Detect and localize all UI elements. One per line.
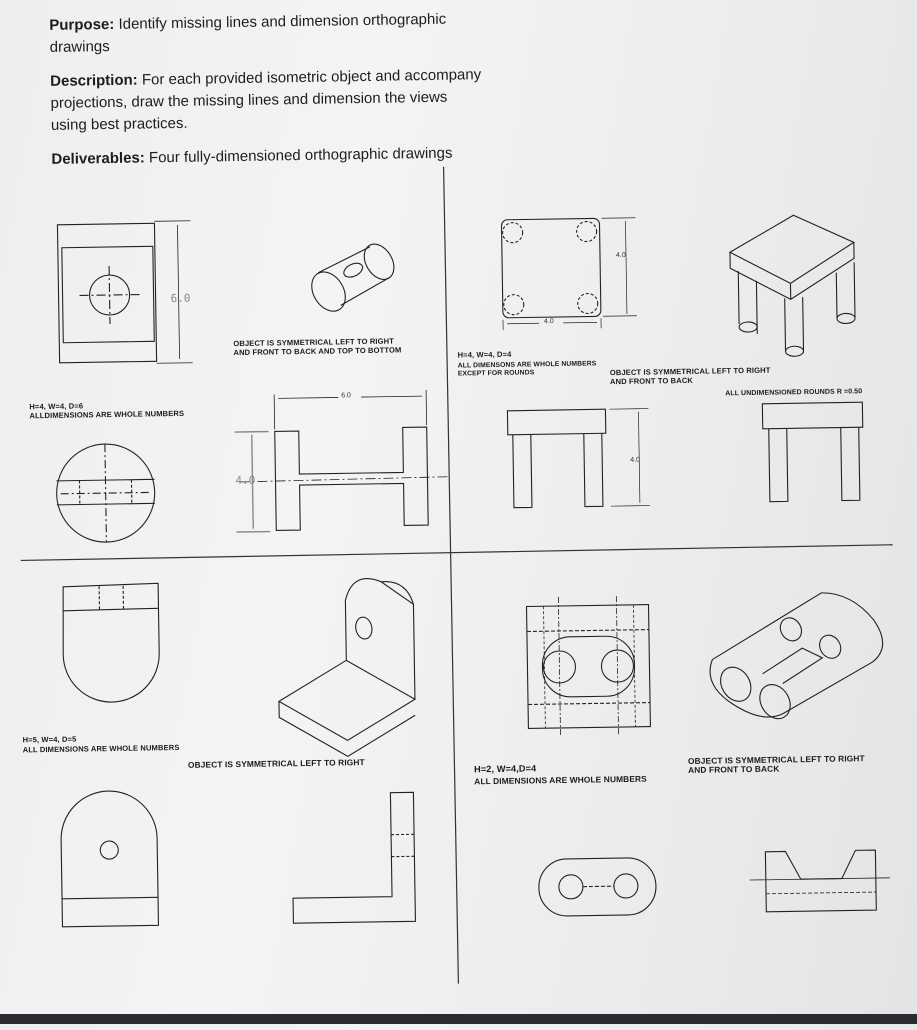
- q4-front-view: [538, 858, 656, 917]
- q1-dim-top: 6.0: [341, 392, 351, 399]
- q1-dims-note: ALLDIMENSIONS ARE WHOLE NUMBERS: [29, 410, 184, 421]
- q4-symmetry-note: OBJECT IS SYMMETRICAL LEFT TO RIGHT AND FRONT TO BACK: [688, 754, 865, 776]
- photo-edge-shadow: [0, 1014, 917, 1024]
- vertical-divider: [444, 167, 459, 984]
- q2-symmetry-note: OBJECT IS SYMMETRICAL LEFT TO RIGHT AND FRONT TO BACK: [610, 367, 771, 387]
- q1-top-view: [56, 443, 156, 543]
- q2-dim-side: 4.0: [630, 457, 640, 464]
- q4-dims: H=2, W=4,D=4: [474, 763, 536, 774]
- purpose-label: Purpose:: [49, 16, 114, 34]
- q1-hand-4: 4.0: [235, 474, 255, 487]
- q3-symmetry-note: OBJECT IS SYMMETRICAL LEFT TO RIGHT: [188, 758, 365, 770]
- description-label: Description:: [50, 72, 138, 90]
- q1-dims: H=4, W=4, D=6: [29, 402, 83, 411]
- deliverables-label: Deliverables:: [51, 149, 145, 167]
- q2-dims: H=4, W=4, D=4: [457, 351, 511, 360]
- q3-top-view: [62, 583, 160, 702]
- q2-front-view: [507, 409, 650, 508]
- q2-dim-right: 4.0: [616, 252, 626, 259]
- q2-dim-bottom: 4.0: [544, 318, 554, 325]
- q3-side-view: [291, 792, 415, 923]
- q2-side-view: [762, 402, 864, 502]
- q1-isometric-object: [304, 238, 400, 317]
- purpose-text: Identify missing lines and dimension orthographic: [114, 11, 446, 33]
- q4-dims-note: ALL DIMENSIONS ARE WHOLE NUMBERS: [474, 775, 647, 787]
- q1-symmetry-note: OBJECT IS SYMMETRICAL LEFT TO RIGHT AND FRONT TO BACK AND TOP TO BOTTOM: [233, 337, 401, 357]
- q2-top-view: [501, 218, 637, 330]
- description-line-3: using best practices.: [51, 113, 188, 137]
- q4-isometric-link: [709, 592, 884, 725]
- deliverables-text: Four fully-dimensioned orthographic drawings: [145, 145, 453, 167]
- q4-side-view: [749, 850, 890, 912]
- q1-side-view: [234, 390, 448, 532]
- q2-rounds-note: ALL UNDIMENSIONED ROUNDS R =0.50: [725, 388, 862, 399]
- q3-dims: H=5, W=4, D=5: [22, 736, 76, 745]
- horizontal-divider: [21, 545, 893, 561]
- purpose-line-2: drawings: [49, 36, 109, 59]
- q3-front-view: [60, 790, 158, 926]
- q3-isometric-bracket: [277, 578, 416, 758]
- q2-isometric-stool: [729, 214, 855, 357]
- q1-hand-6: 6.0: [171, 292, 191, 305]
- q4-top-view: [526, 596, 650, 738]
- description-text: For each provided isometric object and accompany: [138, 66, 482, 88]
- description-line-2: projections, draw the missing lines and dimension the views: [50, 87, 447, 115]
- q3-dims-note: ALL DIMENSIONS ARE WHOLE NUMBERS: [23, 744, 180, 755]
- q2-dims-note: ALL DIMENSONS ARE WHOLE NUMBERS EXCEPT FOR ROUNDS: [458, 360, 597, 378]
